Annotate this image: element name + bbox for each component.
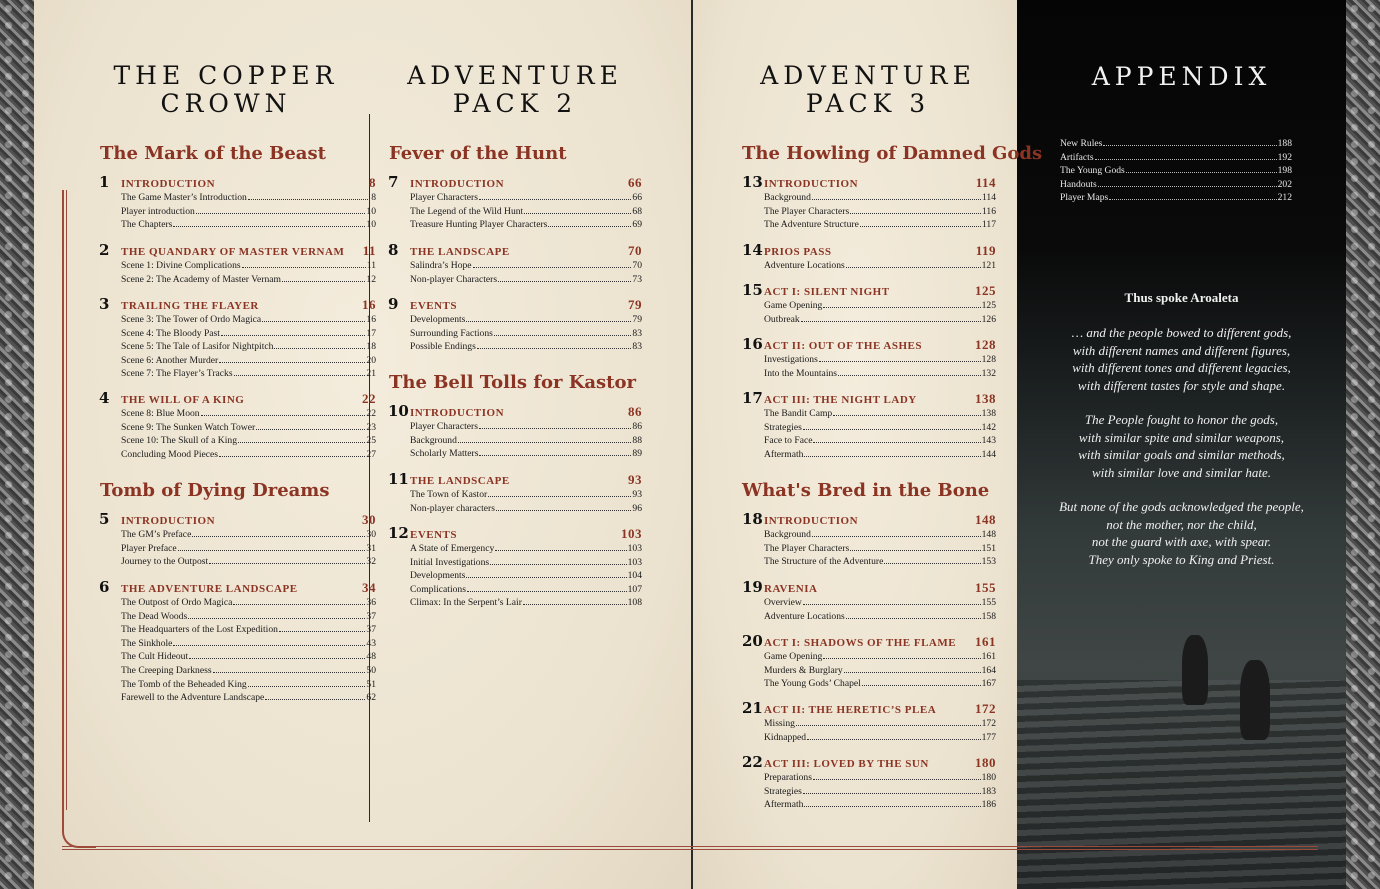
pack-title-line: ADVENTURE [407, 61, 623, 90]
toc-entry[interactable]: The Structure of the Adventure 153 [764, 556, 996, 568]
chapter-page: 93 [628, 472, 642, 487]
toc-chapter[interactable] [742, 389, 996, 461]
toc-entry[interactable]: Player Characters 66 [410, 192, 642, 203]
chapter-page: 172 [975, 701, 996, 716]
toc-entry[interactable]: The Legend of the Wild Hunt 68 [410, 205, 642, 217]
chapter-number: 4 [99, 389, 110, 407]
toc-entry[interactable]: Game Opening 125 [764, 300, 996, 311]
left-ornamental-border [0, 0, 34, 889]
chapter-number: 12 [388, 524, 409, 542]
chapter-heading: RAVENIA [764, 583, 818, 595]
chapter-page: 66 [628, 175, 642, 190]
right-ornamental-border [1346, 0, 1380, 889]
toc-entry[interactable]: Player Characters 86 [410, 421, 642, 432]
toc-entry[interactable]: Game Opening 161 [764, 651, 996, 662]
toc-chapter[interactable] [742, 173, 996, 232]
toc-entry[interactable]: Strategies 142 [764, 421, 996, 433]
spear-figure-illustration [1240, 660, 1270, 740]
toc-entry[interactable]: A State of Emergency 103 [410, 543, 642, 554]
chapter-page: 86 [628, 404, 642, 419]
chapter-heading: ACT III: THE NIGHT LADY [764, 394, 917, 406]
chapter-page: 155 [975, 580, 996, 595]
appendix-title: APPENDIX [1091, 62, 1272, 91]
pack-title-line: CROWN [160, 89, 292, 118]
appendix-list [1060, 137, 1292, 205]
chapter-page: 30 [362, 512, 376, 527]
poem [1030, 290, 1333, 585]
poem-stanza: … and the people bowed to different gods, with different names and different figures, with different tones and different legacies, with different tastes for style and shape. [1071, 325, 1292, 393]
chapter-heading: THE LANDSCAPE [410, 246, 510, 258]
toc-entry[interactable]: The Headquarters of the Lost Expedition 37 [121, 624, 376, 636]
toc-entry[interactable]: Aftermath 186 [764, 799, 996, 811]
toc-entry[interactable]: Scene 9: The Sunken Watch Tower 23 [121, 421, 376, 433]
toc-entry[interactable]: The Chapters 10 [121, 219, 376, 231]
chapter-number: 21 [742, 699, 763, 717]
appendix-entry[interactable]: Handouts 202 [1060, 178, 1292, 190]
toc-entry[interactable]: The GM’s Preface 30 [121, 529, 376, 540]
chapter-page: 138 [975, 391, 996, 406]
chapter-heading: THE LANDSCAPE [410, 475, 510, 487]
chapter-heading: THE ADVENTURE LANDSCAPE [121, 583, 298, 595]
chapter-page: 128 [975, 337, 996, 352]
toc-entry[interactable]: Non-player Characters 73 [410, 273, 642, 285]
toc-entry[interactable]: Scene 3: The Tower of Ordo Magica 16 [121, 314, 376, 325]
stairs-illustration [1017, 680, 1346, 889]
chapter-number: 19 [742, 578, 763, 596]
appendix-entry[interactable]: New Rules 188 [1060, 138, 1292, 149]
toc-chapter[interactable] [99, 389, 376, 461]
toc-chapter[interactable] [742, 510, 996, 569]
toc-entry[interactable]: Scene 1: Divine Complications 11 [121, 260, 376, 271]
toc-entry[interactable]: The Cult Hideout 48 [121, 651, 376, 663]
chapter-heading: THE QUANDARY OF MASTER VERNAM [121, 246, 345, 258]
frame-corner [62, 814, 96, 848]
toc-entry[interactable]: Player Preface 31 [121, 542, 376, 554]
toc-chapter[interactable] [388, 173, 642, 232]
section-title: What's Bred in the Bone [742, 480, 990, 501]
toc-entry[interactable]: The Player Characters 116 [764, 205, 996, 217]
chapter-page: 11 [362, 243, 376, 258]
poem-stanza: The People fought to honor the gods, with similar spite and similar weapons, with similar goals and similar methods, with similar love and similar hate. [1078, 412, 1285, 480]
toc-entry[interactable]: Possible Endings 83 [410, 341, 642, 353]
chapter-number: 13 [742, 173, 763, 191]
toc-entry[interactable]: Scholarly Matters 89 [410, 448, 642, 460]
pack-title-line: PACK 3 [805, 89, 931, 118]
section-title: The Bell Tolls for Kastor [389, 372, 636, 393]
toc-entry[interactable]: The Creeping Darkness 50 [121, 664, 376, 676]
toc-chapter[interactable] [742, 281, 996, 326]
chapter-page: 119 [975, 243, 996, 258]
pack-title-line: PACK 2 [452, 89, 578, 118]
toc-chapter[interactable] [742, 632, 996, 691]
toc-chapter[interactable] [742, 578, 996, 623]
toc-chapter[interactable] [742, 241, 996, 273]
section-title: The Mark of the Beast [100, 143, 326, 164]
chapter-number: 9 [388, 295, 399, 313]
poem-stanza: But none of the gods acknowledged the people, not the mother, nor the child, not the guard with axe, with spear. They only spoke to King and Priest. [1059, 499, 1304, 567]
toc-entry[interactable]: The Sinkhole 43 [121, 637, 376, 649]
toc-entry[interactable]: Kidnapped 177 [764, 731, 996, 743]
toc-entry[interactable]: Aftermath 144 [764, 448, 996, 460]
toc-entry[interactable]: The Outpost of Ordo Magica 36 [121, 597, 376, 608]
chapter-number: 18 [742, 510, 763, 528]
toc-entry[interactable]: Scene 6: Another Murder 20 [121, 354, 376, 366]
chapter-number: 20 [742, 632, 763, 650]
toc-entry[interactable]: The Town of Kastor 93 [410, 489, 642, 500]
chapter-number: 16 [742, 335, 763, 353]
chapter-heading: EVENTS [410, 300, 458, 312]
chapter-heading: INTRODUCTION [410, 407, 505, 419]
toc-entry[interactable]: The Player Characters 151 [764, 542, 996, 554]
toc-chapter[interactable] [742, 335, 996, 380]
toc-entry[interactable]: Journey to the Outpost 32 [121, 556, 376, 568]
chapter-number: 2 [99, 241, 110, 259]
toc-entry[interactable]: The Adventure Structure 117 [764, 219, 996, 231]
toc-entry[interactable]: Developments 104 [410, 570, 642, 582]
toc-entry[interactable]: The Game Master’s Introduction 8 [121, 192, 376, 203]
toc-entry[interactable]: The Tomb of the Beheaded King 51 [121, 678, 376, 690]
chapter-number: 10 [388, 402, 409, 420]
toc-entry[interactable]: Overview 155 [764, 597, 996, 608]
poem-heading: Thus spoke Aroaleta [1124, 290, 1239, 305]
toc-entry[interactable]: Into the Mountains 132 [764, 367, 996, 379]
toc-entry[interactable]: Background 148 [764, 529, 996, 540]
toc-entry[interactable]: Scene 2: The Academy of Master Vernam 12 [121, 273, 376, 285]
pack-title-adventure-pack-2 [389, 62, 641, 118]
chapter-page: 103 [621, 526, 642, 541]
chapter-heading: ACT I: SHADOWS OF THE FLAME [764, 637, 957, 649]
toc-chapter[interactable] [99, 510, 376, 569]
toc-entry[interactable]: Complications 107 [410, 583, 642, 595]
section-title: Tomb of Dying Dreams [100, 480, 330, 501]
frame-bottom-line [62, 846, 1318, 850]
chapter-heading: ACT II: THE HERETIC’S PLEA [764, 704, 937, 716]
pack-title-line: ADVENTURE [760, 61, 976, 90]
toc-entry[interactable]: Treasure Hunting Player Characters 69 [410, 219, 642, 231]
chapter-heading: ACT III: LOVED BY THE SUN [764, 758, 929, 770]
toc-chapter[interactable] [99, 578, 376, 705]
chapter-page: 148 [975, 512, 996, 527]
toc-entry[interactable]: Background 114 [764, 192, 996, 203]
pack-title-adventure-pack-3 [742, 62, 994, 118]
toc-entry[interactable]: Initial Investigations 103 [410, 556, 642, 568]
chapter-number: 14 [742, 241, 763, 259]
toc-entry[interactable]: Preparations 180 [764, 772, 996, 783]
chapter-number: 5 [99, 510, 110, 528]
toc-entry[interactable]: Adventure Locations 121 [764, 260, 996, 271]
toc-entry[interactable]: Adventure Locations 158 [764, 610, 996, 622]
chapter-heading: TRAILING THE FLAYER [121, 300, 259, 312]
chapter-heading: PRIOS PASS [764, 246, 832, 258]
chapter-page: 8 [369, 175, 376, 190]
toc-entry[interactable]: Investigations 128 [764, 354, 996, 365]
appendix-entry[interactable]: The Young Gods 198 [1060, 165, 1292, 177]
chapter-heading: THE WILL OF A KING [121, 394, 245, 406]
chapter-number: 1 [99, 173, 110, 191]
chapter-heading: INTRODUCTION [764, 515, 859, 527]
toc-chapter[interactable] [742, 699, 996, 744]
chapter-heading: EVENTS [410, 529, 458, 541]
chapter-page: 34 [362, 580, 376, 595]
section-title: Fever of the Hunt [389, 143, 567, 164]
toc-chapter[interactable] [742, 753, 996, 812]
toc-entry[interactable]: Concluding Mood Pieces 27 [121, 448, 376, 460]
toc-entry[interactable]: Developments 79 [410, 314, 642, 325]
toc-chapter[interactable] [99, 295, 376, 381]
toc-chapter[interactable] [388, 524, 642, 610]
chapter-page: 16 [362, 297, 376, 312]
toc-entry[interactable]: Murders & Burglary 164 [764, 664, 996, 676]
toc-entry[interactable]: Farewell to the Adventure Landscape 62 [121, 692, 376, 704]
chapter-heading: INTRODUCTION [121, 178, 216, 190]
toc-entry[interactable]: Strategies 183 [764, 785, 996, 797]
toc-entry[interactable]: Outbreak 126 [764, 313, 996, 325]
toc-entry[interactable]: Surrounding Factions 83 [410, 327, 642, 339]
appendix-entry[interactable]: Player Maps 212 [1060, 192, 1292, 204]
chapter-number: 3 [99, 295, 110, 313]
section-title: The Howling of Damned Gods [742, 143, 1043, 164]
toc-chapter[interactable] [388, 470, 642, 515]
chapter-page: 22 [362, 391, 376, 406]
toc-chapter[interactable] [388, 241, 642, 286]
pack-title-line: THE COPPER [113, 61, 339, 90]
toc-entry[interactable]: Background 88 [410, 434, 642, 446]
toc-entry[interactable]: Scene 4: The Bloody Past 17 [121, 327, 376, 339]
toc-entry[interactable]: Scene 10: The Skull of a King 25 [121, 435, 376, 447]
toc-entry[interactable]: Salindra’s Hope 70 [410, 260, 642, 271]
toc-entry[interactable]: Scene 7: The Flayer’s Tracks 21 [121, 368, 376, 380]
chapter-number: 7 [388, 173, 399, 191]
chapter-heading: INTRODUCTION [410, 178, 505, 190]
toc-chapter[interactable] [388, 402, 642, 461]
chapter-number: 22 [742, 753, 763, 771]
pack-title-copper-crown [100, 62, 352, 118]
chapter-number: 11 [388, 470, 409, 488]
chapter-page: 125 [975, 283, 996, 298]
chapter-number: 17 [742, 389, 763, 407]
toc-entry[interactable]: Climax: In the Serpent’s Lair 108 [410, 597, 642, 609]
frame-line [62, 190, 64, 816]
toc-entry[interactable]: Non-player characters 96 [410, 502, 642, 514]
chapter-heading: INTRODUCTION [121, 515, 216, 527]
chapter-page: 79 [628, 297, 642, 312]
chapter-number: 6 [99, 578, 110, 596]
toc-entry[interactable]: Missing 172 [764, 718, 996, 729]
chapter-page: 114 [975, 175, 996, 190]
toc-chapter[interactable] [99, 173, 376, 232]
toc-entry[interactable]: Scene 8: Blue Moon 22 [121, 408, 376, 419]
chapter-heading: ACT I: SILENT NIGHT [764, 286, 890, 298]
chapter-heading: INTRODUCTION [764, 178, 859, 190]
hooded-figure-illustration [1182, 635, 1208, 705]
chapter-heading: ACT II: OUT OF THE ASHES [764, 340, 923, 352]
chapter-page: 161 [975, 634, 996, 649]
toc-entry[interactable]: The Dead Woods 37 [121, 610, 376, 622]
toc-chapter[interactable] [99, 241, 376, 286]
appendix-entry[interactable]: Artifacts 192 [1060, 151, 1292, 163]
toc-entry[interactable]: The Young Gods’ Chapel 167 [764, 678, 996, 690]
toc-entry[interactable]: Face to Face 143 [764, 435, 996, 447]
chapter-page: 70 [628, 243, 642, 258]
chapter-page: 180 [975, 755, 996, 770]
toc-entry[interactable]: Player introduction 10 [121, 205, 376, 217]
toc-entry[interactable]: Scene 5: The Tale of Lasifor Nightpitch 18 [121, 341, 376, 353]
toc-chapter[interactable] [388, 295, 642, 354]
toc-entry[interactable]: The Bandit Camp 138 [764, 408, 996, 419]
chapter-number: 8 [388, 241, 399, 259]
frame-line [66, 190, 67, 810]
chapter-number: 15 [742, 281, 763, 299]
